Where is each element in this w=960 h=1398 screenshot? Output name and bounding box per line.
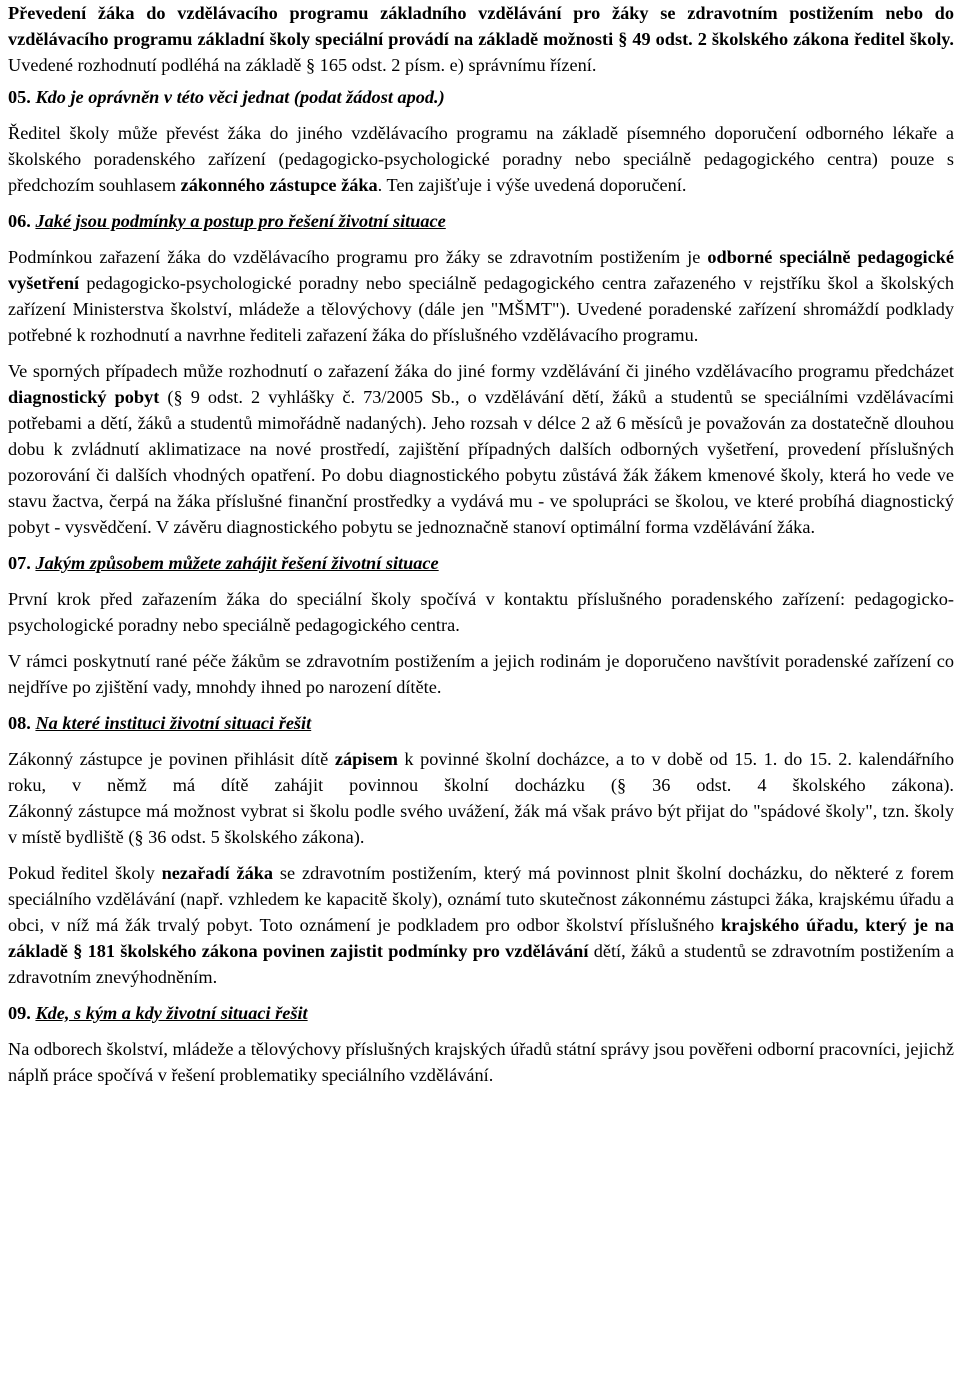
section-08-heading xyxy=(8,710,954,736)
section-06-heading xyxy=(8,208,954,234)
section-07-heading xyxy=(8,550,954,576)
bold-run: krajského úřadu, který je na základě § 181 školského zákona povinen zajistit podmínky pro vzdělávání xyxy=(8,915,954,961)
bold-run: nezařadí žáka xyxy=(161,863,274,883)
text-run: k povinné školní docházce, a to v době od 15. 1. do 15. 2. kalendářního roku, v němž má dítě zahájit povinnou školní docházku (§ 36 odst. 4 školského zákona). xyxy=(8,749,954,795)
intro-paragraph xyxy=(8,0,954,78)
bold-run: zákonného zástupce žáka xyxy=(180,175,378,195)
section-06-paragraph-1 xyxy=(8,244,954,348)
text-run: se zdravotním postižením, který má povinnost plnit školní docházku, do některé z forem speciálního vzdělávání (např. vzhledem ke kapacitě školy), oznámí tuto skutečnost zákonnému zástupci žáka, krajskému úřadu a obci, v níž má žák trvalý pobyt. Toto oznámení je podkladem pro odbor školství příslušného xyxy=(8,863,955,935)
section-08-number: 08. xyxy=(8,713,31,733)
text-run: , o vzdělávání dětí, žáků a studentů se speciálními vzdělávacími potřebami a dětí, žáků a studentů mimořádně nadaných). Jeho rozsah v délce 2 až 6 měsíců je považován za dostatečně dlouhou dobu k zvládnutí aklimatizace na nové prostředí, zajištění případných dalších odborných vyšetření, provedení příslušných pozorování či dalších vhodných opatření. Po dobu diagnostického pobytu zůstává žák žákem kmenové školy, která ho vede ve stavu žactva, čerpá na žáka příslušné finanční prostředky a vydává mu - ve spolupráci se školou, ve které probíhá diagnostický pobyt - vysvědčení. V závěru diagnostického pobytu se jednoznačně stanoví optimální forma vzdělávání žáka. xyxy=(8,387,955,537)
section-05-heading xyxy=(8,84,954,110)
section-07-paragraph-1: První krok před zařazením žáka do speciální školy spočívá v kontaktu příslušného poradenského zařízení: pedagogicko-psychologické poradny nebo speciálně pedagogického centra. xyxy=(8,589,954,635)
section-09-heading xyxy=(8,1000,954,1026)
section-09-title: Kde, s kým a kdy životní situaci řešit xyxy=(35,1003,308,1023)
section-08-paragraph-2 xyxy=(8,860,954,990)
section-07-number: 07. xyxy=(8,553,31,573)
bold-run: diagnostický pobyt xyxy=(8,387,160,407)
bold-run: odborné speciálně pedagogické vyšetření xyxy=(8,247,955,293)
text-run: Pokud ředitel školy xyxy=(8,863,162,883)
section-09-paragraph: Na odborech školství, mládeže a tělovýchovy příslušných krajských úřadů státní správy jsou pověřeni odborní pracovníci, jejichž náplň práce spočívá v řešení problematiky speciálního vzdělávání. xyxy=(8,1039,954,1085)
document-page xyxy=(8,0,954,1088)
section-06-number: 06. xyxy=(8,211,31,231)
section-05-number: 05. xyxy=(8,87,31,107)
text-run: Zákonný zástupce je povinen přihlásit dítě xyxy=(8,749,335,769)
text-run: (§ 9 odst. 2 vyhlášky č. 73/2005 Sb. xyxy=(159,387,455,407)
text-run: dětí, žáků a studentů se zdravotním postižením a zdravotním znevýhodněním. xyxy=(8,941,954,987)
section-08-title: Na které instituci životní situaci řešit xyxy=(35,713,312,733)
section-05-title: Kdo je oprávněn v této věci jednat (podat žádost apod.) xyxy=(35,87,445,107)
section-09-number: 09. xyxy=(8,1003,31,1023)
section-06-title: Jaké jsou podmínky a postup pro řešení životní situace xyxy=(35,211,446,231)
section-07-title: Jakým způsobem můžete zahájit řešení životní situace xyxy=(35,553,439,573)
text-run: Ředitel školy může převést žáka do jiného vzdělávacího programu na základě písemného doporučení odborného lékaře a školského poradenského zařízení (pedagogicko-psychologické poradny nebo speciálně pedagogického centra) pouze s předchozím souhlasem xyxy=(8,123,954,195)
text-run: Podmínkou zařazení žáka do vzdělávacího programu pro žáky se zdravotním postižením je xyxy=(8,247,708,267)
section-08-paragraph-1 xyxy=(8,746,954,798)
section-07-paragraph-2: V rámci poskytnutí rané péče žákům se zdravotním postižením a jejich rodinám je doporučeno navštívit poradenské zařízení co nejdříve po zjištění vady, mnohdy ihned po narození dítěte. xyxy=(8,651,954,697)
bold-run: zápisem xyxy=(334,749,398,769)
section-06-paragraph-2 xyxy=(8,358,954,540)
intro-text: Uvedené rozhodnutí podléhá na základě § 165 odst. 2 písm. e) správnímu řízení. xyxy=(8,55,597,75)
text-run: Ve sporných případech může rozhodnutí o zařazení žáka do jiné formy vzdělávání či jiného vzdělávacího programu předcházet xyxy=(8,361,954,381)
section-08-paragraph-1b: Zákonný zástupce má možnost vybrat si školu podle svého uvážení, žák má však právo být přijat do "spádové školy", tzn. školy v místě bydliště (§ 36 odst. 5 školského zákona). xyxy=(8,801,954,847)
intro-bold-text: Převedení žáka do vzdělávacího programu základního vzdělávání pro žáky se zdravotním postižením nebo do vzdělávacího programu základní školy speciální provádí na základě možnosti § 49 odst. 2 školského zákona ředitel školy. xyxy=(8,3,954,49)
section-05-paragraph xyxy=(8,120,954,198)
text-run: . Ten zajišťuje i výše uvedená doporučení. xyxy=(377,175,687,195)
text-run: pedagogicko-psychologické poradny nebo speciálně pedagogického centra zařazeného v rejstříku škol a školských zařízení Ministerstva školství, mládeže a tělovýchovy (dále jen "MŠMT"). Uvedené poradenské zařízení shromáždí podklady potřebné k rozhodnutí a navrhne řediteli zařazení žáka do příslušného vzdělávacího programu. xyxy=(8,273,954,345)
